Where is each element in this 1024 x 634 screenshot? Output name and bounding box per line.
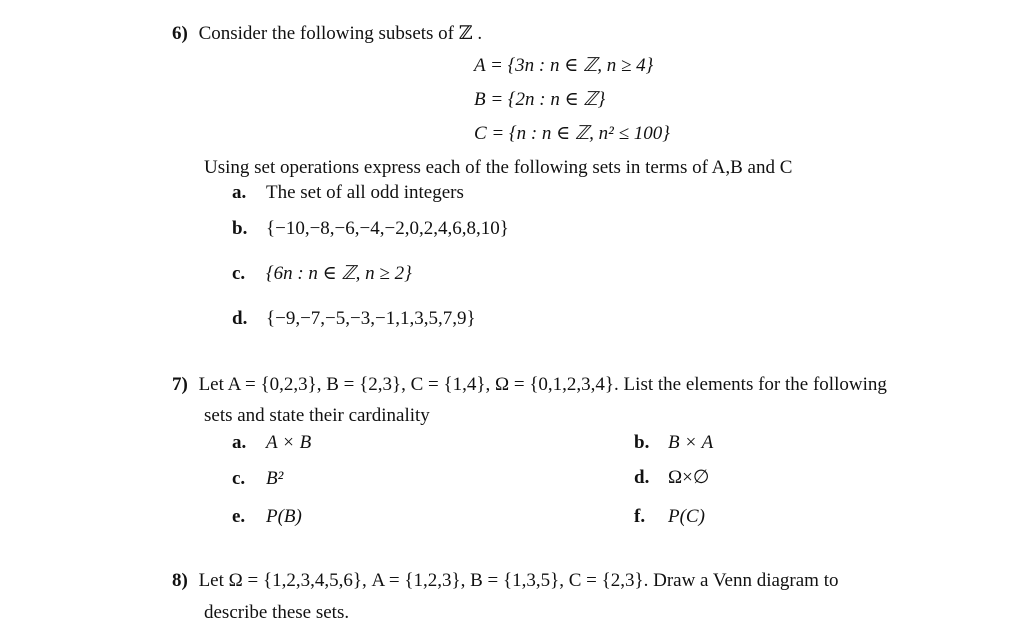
q7-item-e-text: P(B) [266,506,302,527]
q7-item-f [634,506,705,528]
q6-item-d-text: {−9,−7,−5,−3,−1,1,3,5,7,9} [266,308,476,329]
q7-item-a-label: a. [232,432,247,453]
q6-item-c-label: c. [232,263,246,284]
q6-def-c: C = {n : n ∈ ℤ, n² ≤ 100} [474,123,670,144]
q6-item-b-text: {−10,−8,−6,−4,−2,0,2,4,6,8,10} [266,218,509,239]
q6-instruction: Using set operations express each of the following sets in terms of A,B and C [204,157,793,178]
q6-item-b [232,218,509,240]
q8-header [172,570,838,592]
q8-line2: describe these sets. [204,602,350,623]
q7-item-a-text: A × B [266,432,312,453]
q7-item-b-label: b. [634,432,650,453]
q6-item-d [232,308,476,330]
q7-item-f-label: f. [634,506,646,527]
q7-item-e [232,506,302,528]
q6-def-b: B = {2n : n ∈ ℤ} [474,89,606,110]
q8-line1: Let Ω = {1,2,3,4,5,6}, A = {1,2,3}, B = {1,3,5}, C = {2,3}. Draw a Venn diagram to [198,570,839,591]
q7-number: 7) [172,374,188,395]
q6-def-a: A = {3n : n ∈ ℤ, n ≥ 4} [474,55,654,76]
q6-header [172,22,482,45]
q7-item-f-text: P(C) [668,506,705,527]
q7-item-b [634,432,713,454]
q6-item-a-text: The set of all odd integers [266,182,464,203]
q7-item-d [634,466,709,489]
q8-number: 8) [172,570,188,591]
q6-number: 6) [172,23,188,44]
q7-line2: sets and state their cardinality [204,405,430,426]
q6-intro: Consider the following subsets of ℤ . [198,23,483,44]
q7-item-e-label: e. [232,506,246,527]
q7-item-c-label: c. [232,468,246,489]
q6-item-c-text: {6n : n ∈ ℤ, n ≥ 2} [266,263,412,284]
q6-item-d-label: d. [232,308,248,329]
q6-item-b-label: b. [232,218,248,239]
q7-item-d-text: Ω×∅ [668,467,710,488]
q6-item-c [232,262,412,285]
q7-item-a [232,432,311,454]
q7-item-b-text: B × A [668,432,714,453]
q7-item-c-text: B² [266,468,284,489]
q7-item-c [232,468,283,490]
q7-header [172,374,887,396]
q6-item-a-label: a. [232,182,247,203]
q7-line1: Let A = {0,2,3}, B = {2,3}, C = {1,4}, Ω = {0,1,2,3,4}. List the elements for the following [198,374,887,395]
q7-item-d-label: d. [634,467,650,488]
q6-item-a [232,182,464,204]
